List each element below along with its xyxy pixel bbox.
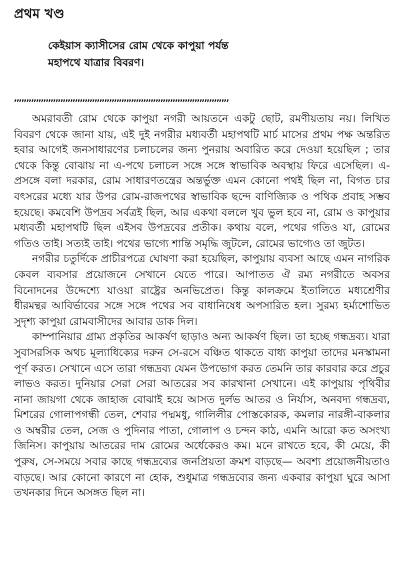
body-text [14,112,390,502]
paragraph-1: অমরাবতী রোম থেকে কাপুয়া নগরী আয়তনে একটু ছোট, রমণীয়তায় নয়। লিখিত বিবরণ থেকে জানা যায়, এই দুই নগরীর মধ্যবর্তী মহাপথটি মার্চ মাসের প্রথম পক্ষ অন্তরিত হবার আগেই জনসাধারণের চলাচলের জন্য পুনরায় অবারিত করে দেওয়া হয়েছিল ; তার থেকে কিন্তু বোঝায় না এ-পথে চলাচল সঙ্গে সঙ্গে স্বাভাবিক অবস্থায় ফিরে এসেছিল। এ-প্রসঙ্গে বলা দরকার, রোম সাধারণতন্ত্রের অন্তর্ভুক্ত এমন কোনো পথই ছিল না, বিগত চার বৎসরের মধ্যে যার উপর রোম-রাজপথের স্বাভাবিক ছন্দে বাণিজ্যিক ও পথিক প্রবাহ সম্ভব হয়েছে। কমবেশি উপদ্রব সর্বত্রই ছিল, আর একথা বললে খুব ভুল হবে না, রোম ও কাপুয়ার মধ্যবর্তী মহাপথটি ছিল এইসব উপদ্রবের প্রতীক। কথায় বলে, পথের গতিও যা, রোমের গতিও তাই। সত্যই তাই। পথের ভাগ্যে শান্তি সমৃদ্ধি জুটলে, রোমের ভাগ্যেও তা জুটত। [14,113,390,250]
part-title: প্রথম খণ্ড [14,7,65,22]
chapter-subtitle [48,38,378,72]
paragraph-2: নগরীর চতুর্দিকে প্রাচীরপত্রে ঘোষণা করা হয়েছিল, কাপুয়ায় ব্যবসা আছে এমন নাগরিক কেবল ব্যবসার প্রয়োজনে সেখানে যেতে পারে। আপাতত ঐ রম্য নগরীতে অবসর বিনোদনের উদ্দেশ্যে যাওয়া রাষ্ট্রের অনভিপ্রেত। কিন্তু কালক্রমে ইতালিতে মধ্যশ্রেণীর ধীরমন্থর আবির্ভাবের সঙ্গে সঙ্গে পথের সব বাধানিষেধ অপসারিত হল। সুরম্য হর্ম্যশোভিত সুদৃশ্য কাপুয়া রোমবাসীদের আবার ডাক দিল। [14,253,390,328]
chapter-subtitle-line-2: মহাপথে যাত্রার বিবরণ। [48,57,145,69]
decorative-quote-rule: ,,,,,,,,,,,,,,,,,,,,,,,,,,,,,,,,,,,,,,,,,,,,,,,,,,,,,,,,,,,,,,,,,,,,,,,,,,,,,,,,,,,,,,,, [14,94,229,103]
chapter-subtitle-line-1: কেইয়াস ক্যাসীসের রোম থেকে কাপুয়া পর্যন্ত [48,40,229,52]
paragraph-3: কাম্পানিয়ার গ্রাম্য প্রকৃতির আকর্ষণ ছাড়াও অন্য আকর্ষণ ছিল। তা হচ্ছে গন্ধদ্রব্য। যারা সুবাসরসিক অথচ মূল্যাধিক্যের দরুন সে-রসে বঞ্চিত থাকতে বাধ্য কাপুয়া তাদের মনস্কামনা পূর্ণ করত। সেখানে এসে তারা গন্ধদ্রব্য যেমন উপভোগ করত তেমনি তার কারবার করে প্রচুর লাভও করত। দুনিয়ার সেরা সেরা আতরের সব কারখানা সেখানে। এই কাপুয়ায় পৃথিবীর নানা জায়গা থেকে জাহাজ বোঝাই হয়ে আসত দুর্লভ আতর ও নির্যাস, অনবদ্য গন্ধদ্রব্য, মিশরের গোলাপগন্ধী তেল, শেবার পদ্মমধু, গালিলীর পোস্তকোরক, কমলার নারঙ্গী-বাকলার ও অম্বরীর তেল, সেজ ও পুদিনার পাতা, গোলাপ ও চন্দন কাঠ, এমনি আরো কত অসংখ্য জিনিস। কাপুয়ায় আতরের দাম রোমের অর্ধেকেরও কম। মনে রাখতে হবে, কী মেয়ে, কী পুরুষ, সে-সময়ে সবার কাছে গন্ধদ্রব্যের জনপ্রিয়তা ক্রমশ বাড়ছে— অবশ্য প্রয়োজনীয়তাও বাড়ছে। আর কোনো কারণে না হোক, শুধুমাত্র গন্ধদ্রব্যের জন্য একবার কাপুয়া ঘুরে আসা তখনকার দিনে অসঙ্গত ছিল না। [14,331,390,500]
